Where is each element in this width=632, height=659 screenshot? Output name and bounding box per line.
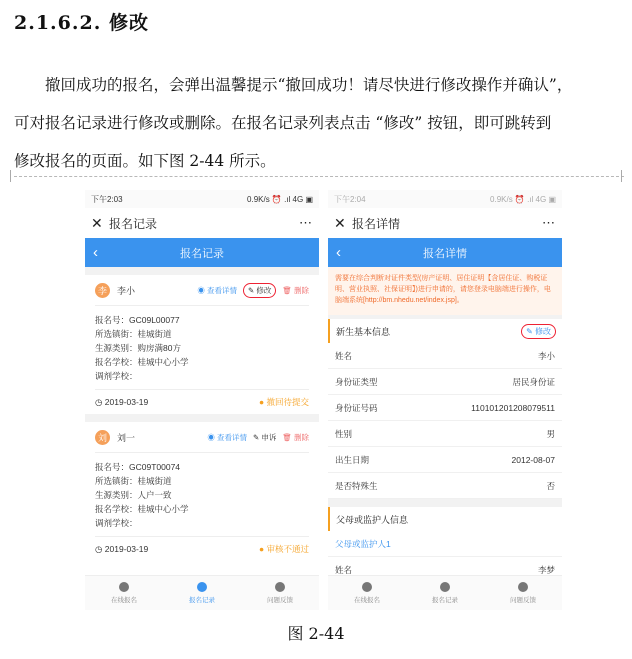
section-title: 新生基本信息 <box>336 326 391 337</box>
tab-label: 问题反馈 <box>267 597 293 604</box>
registration-number: 报名号：GC09T00074 <box>95 462 181 472</box>
adjusted-school: 调剂学校： <box>95 518 138 528</box>
field-label: 出生日期 <box>335 454 370 465</box>
feedback-icon <box>518 582 528 592</box>
section-title: 父母或监护人信息 <box>336 514 409 525</box>
field-label: 性别 <box>335 428 353 439</box>
student-category: 生源类别：购房满80方 <box>95 343 181 353</box>
status-time: 下午2:03 <box>91 194 123 204</box>
section-guardian-info <box>328 507 562 531</box>
records-icon <box>440 582 450 592</box>
margin-mark-right <box>621 170 632 182</box>
info-row <box>328 343 562 369</box>
delete-button[interactable]: 🗑 删除 <box>282 432 309 442</box>
avatar: 刘 <box>95 430 110 445</box>
back-icon[interactable]: ‹ <box>93 244 98 261</box>
record-card-footer <box>95 389 309 414</box>
page-divider <box>14 176 624 177</box>
figure-caption: 图 2-44 <box>287 624 345 643</box>
field-value: 李小 <box>537 350 555 361</box>
page-header <box>85 238 319 267</box>
status-bar <box>85 190 319 208</box>
app-topbar <box>328 208 562 238</box>
paragraph-line-3: 修改报名的页面。如下图 2-44 所示。 <box>14 152 276 170</box>
paragraph-line-1: 撤回成功的报名，会弹出温馨提示“撤回成功！请尽快进行修改操作并确认”， <box>45 76 573 94</box>
status-badge: ● 审核不通过 <box>259 544 309 554</box>
edit-button[interactable]: ✎ 修改 <box>521 324 556 339</box>
student-name: 刘一 <box>117 432 136 443</box>
section-heading: 2.1.6.2. 修改 <box>14 12 149 34</box>
status-indicators: 0.9K/s ⏰ .ıl 4G ▣ <box>247 194 313 204</box>
info-row <box>328 369 562 395</box>
record-card-footer <box>95 536 309 561</box>
margin-mark-left <box>0 170 11 182</box>
field-label: 姓名 <box>335 564 353 575</box>
status-time: 下午2:04 <box>334 194 366 204</box>
page-header <box>328 238 562 267</box>
guardian-link[interactable]: 父母或监护人1 <box>328 531 562 557</box>
record-card <box>85 422 319 561</box>
selected-town: 所选镇街：桂城街道 <box>95 476 172 486</box>
field-value: 男 <box>546 428 555 439</box>
topbar-title: 报名记录 <box>109 216 158 231</box>
spacer <box>85 414 319 422</box>
registered-school: 报名学校：桂城中心小学 <box>95 357 189 367</box>
record-card-header <box>95 275 309 306</box>
view-details-button[interactable]: ◉ 查看详情 <box>207 432 248 442</box>
more-icon[interactable]: ⋯ <box>542 215 556 230</box>
bottom-tab-bar <box>85 575 319 610</box>
status-badge: ● 撤回待提交 <box>259 397 309 407</box>
tab-feedback[interactable] <box>241 576 319 610</box>
back-icon[interactable]: ‹ <box>336 244 341 261</box>
notice-banner: 需要在综合判断对证件类型(房产证明、居住证明【含居住证、购税证明、营业执照、社保证明】)进行申请的，请您登录电脑端进行操作，电脑端系统[http://bm.nhedu.net/index.jsp]。 <box>328 267 562 315</box>
status-bar <box>328 190 562 208</box>
bottom-tab-bar <box>328 575 562 610</box>
tab-label: 在线报名 <box>354 597 380 604</box>
paragraph-line-2: 可对报名记录进行修改或删除。在报名记录列表点击 “修改” 按钮，即可跳转到 <box>14 114 552 132</box>
records-icon <box>197 582 207 592</box>
registration-icon <box>119 582 129 592</box>
student-name: 李小 <box>117 285 136 296</box>
app-topbar <box>85 208 319 238</box>
field-value: 居民身份证 <box>512 376 555 387</box>
topbar-title: 报名详情 <box>352 216 401 231</box>
screenshot-record-list <box>85 190 319 610</box>
body-paragraph <box>14 66 620 180</box>
record-card <box>85 275 319 414</box>
tab-label: 报名记录 <box>432 597 458 604</box>
tab-label: 报名记录 <box>189 597 215 604</box>
feedback-icon <box>275 582 285 592</box>
view-details-button[interactable]: ◉ 查看详情 <box>197 285 238 295</box>
screenshot-record-detail <box>328 190 562 610</box>
close-icon[interactable]: ✕ <box>91 214 103 231</box>
tab-registration-records[interactable] <box>406 576 484 610</box>
selected-town: 所选镇街：桂城街道 <box>95 329 172 339</box>
student-category: 生源类别：人户一致 <box>95 490 172 500</box>
tab-feedback[interactable] <box>484 576 562 610</box>
tab-label: 问题反馈 <box>510 597 536 604</box>
section-student-info <box>328 319 562 343</box>
field-value: 2012-08-07 <box>511 454 555 465</box>
info-row <box>328 395 562 421</box>
more-icon[interactable]: ⋯ <box>299 215 313 230</box>
registration-number: 报名号：GC09L00077 <box>95 315 180 325</box>
info-row <box>328 473 562 499</box>
record-date: ◷ 2019-03-19 <box>95 396 149 407</box>
spacer <box>85 267 319 275</box>
tab-registration-records[interactable] <box>163 576 241 610</box>
edit-button[interactable]: ✎ 修改 <box>243 283 276 298</box>
registered-school: 报名学校：桂城中心小学 <box>95 504 189 514</box>
field-label: 身份证类型 <box>335 376 378 387</box>
field-value: 否 <box>546 480 555 491</box>
avatar: 李 <box>95 283 110 298</box>
field-label: 身份证号码 <box>335 402 378 413</box>
field-value: 李梦 <box>537 564 555 575</box>
page-title: 报名记录 <box>180 247 224 260</box>
field-value: 110101201208079511 <box>471 402 555 413</box>
record-date: ◷ 2019-03-19 <box>95 543 149 554</box>
info-row <box>328 447 562 473</box>
status-indicators: 0.9K/s ⏰ .ıl 4G ▣ <box>490 194 556 204</box>
delete-button[interactable]: 🗑 删除 <box>282 285 309 295</box>
tab-online-registration[interactable] <box>328 576 406 610</box>
registration-icon <box>362 582 372 592</box>
record-details <box>95 453 309 536</box>
record-details <box>95 306 309 389</box>
field-label: 姓名 <box>335 350 353 361</box>
info-row <box>328 421 562 447</box>
tab-online-registration[interactable] <box>85 576 163 610</box>
close-icon[interactable]: ✕ <box>334 214 346 231</box>
tab-label: 在线报名 <box>111 597 137 604</box>
spacer <box>328 499 562 507</box>
page-title: 报名详情 <box>423 247 467 260</box>
field-label: 是否特殊生 <box>335 480 378 491</box>
record-card-header <box>95 422 309 453</box>
appeal-button[interactable]: ✎ 申诉 <box>253 432 277 442</box>
adjusted-school: 调剂学校： <box>95 371 138 381</box>
